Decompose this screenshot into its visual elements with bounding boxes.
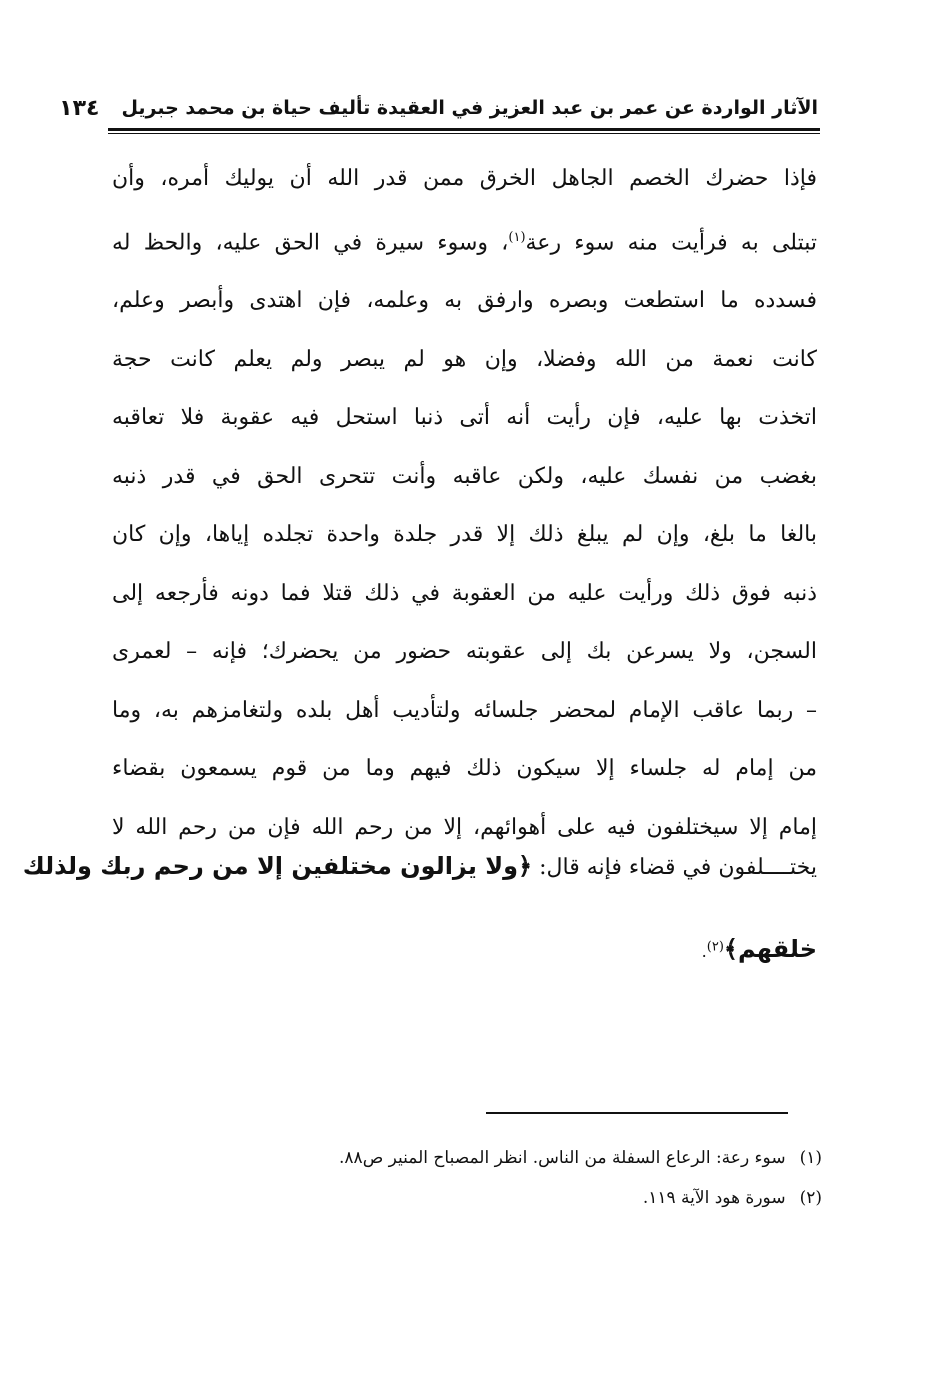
text-line: كانت نعمة من الله وفضلا، وإن هو لم يبصر ولم يعلم كانت حجة xyxy=(112,346,817,372)
footnote xyxy=(150,1138,822,1178)
quran-verse-end: خلقهم﴾ xyxy=(723,935,817,963)
footnote-ref: (١) xyxy=(508,229,526,245)
text-line: فسدده ما استطعت وبصره وارفق به وعلمه، فإن اهتدى وأبصر وعلم، xyxy=(112,288,817,314)
verse-line xyxy=(22,852,817,880)
header-rule xyxy=(108,128,820,134)
verse-line-end xyxy=(112,935,817,963)
text-line: من إمام له جلساء إلا سيكون ذلك فيهم وما من قوم يسمعون بقضاء xyxy=(112,756,817,782)
text-line: – ربما عاقب الإمام لمحضر جلسائه ولتأديب أهل بلده ولتغامزهم به، وما xyxy=(112,697,817,723)
verse-intro: يختــــلفون في قضاء فإنه قال: xyxy=(539,855,817,880)
text-line: اتخذت بها عليه، فإن رأيت أنه أتى ذنبا استحل فيه عقوبة فلا تعاقبه xyxy=(112,405,817,431)
text-line-head: تبتلى به فرأيت منه سوء رعة xyxy=(525,229,817,255)
running-header xyxy=(59,88,818,128)
text-line: إمام إلا سيختلفون فيه على أهوائهم، إلا من رحم الله فإن من رحم الله لا xyxy=(112,814,817,840)
text-line: بالغا ما بلغ، وإن لم يبلغ ذلك إلا قدر جلدة واحدة تجلده إياها، وإن كان xyxy=(112,522,817,548)
main-text xyxy=(112,150,817,857)
page-number: ١٣٤ xyxy=(59,95,100,121)
text-line: السجن، ولا يسرعن بك إلى عقوبته حضور من يحضرك؛ فإنه – لعمرى xyxy=(112,639,817,665)
running-header-title: الآثار الواردة عن عمر بن عبد العزيز في العقيدة تأليف حياة بن محمد جبريل xyxy=(121,97,818,119)
footnote-separator xyxy=(486,1112,788,1114)
footnote-text: سوء رعة: الرعاع السفلة من الناس. انظر المصباح المنير ص٨٨. xyxy=(339,1148,786,1168)
footnote-ref: (٢) xyxy=(706,939,724,955)
verse-period: . xyxy=(701,942,707,961)
footnote xyxy=(150,1178,822,1218)
footnote-number: (١) xyxy=(799,1148,822,1168)
footnotes xyxy=(150,1138,822,1218)
text-line: فإذا حضرك الخصم الجاهل الخرق ممن قدر الله أن يوليك أمره، وأن xyxy=(112,166,817,191)
footnote-text: سورة هود الآية ١١٩. xyxy=(642,1188,786,1208)
text-line-tail: ، وسوء سيرة في الحق عليه، والحظ له xyxy=(112,229,509,255)
text-line: ذنبه فوق ذلك ورأيت عليه من العقوبة في ذلك قتلا فما دونه فأرجعه إلى xyxy=(112,580,817,606)
footnote-number: (٢) xyxy=(799,1188,822,1208)
text-line: بغضب من نفسك عليه، ولكن عاقبه وأنت تتحرى الحق في قدر ذنبه xyxy=(112,463,817,489)
quran-verse: ﴿ولا يزالون مختلفين إلا من رحم ربك ولذلك xyxy=(22,852,533,880)
text-line xyxy=(112,209,817,273)
